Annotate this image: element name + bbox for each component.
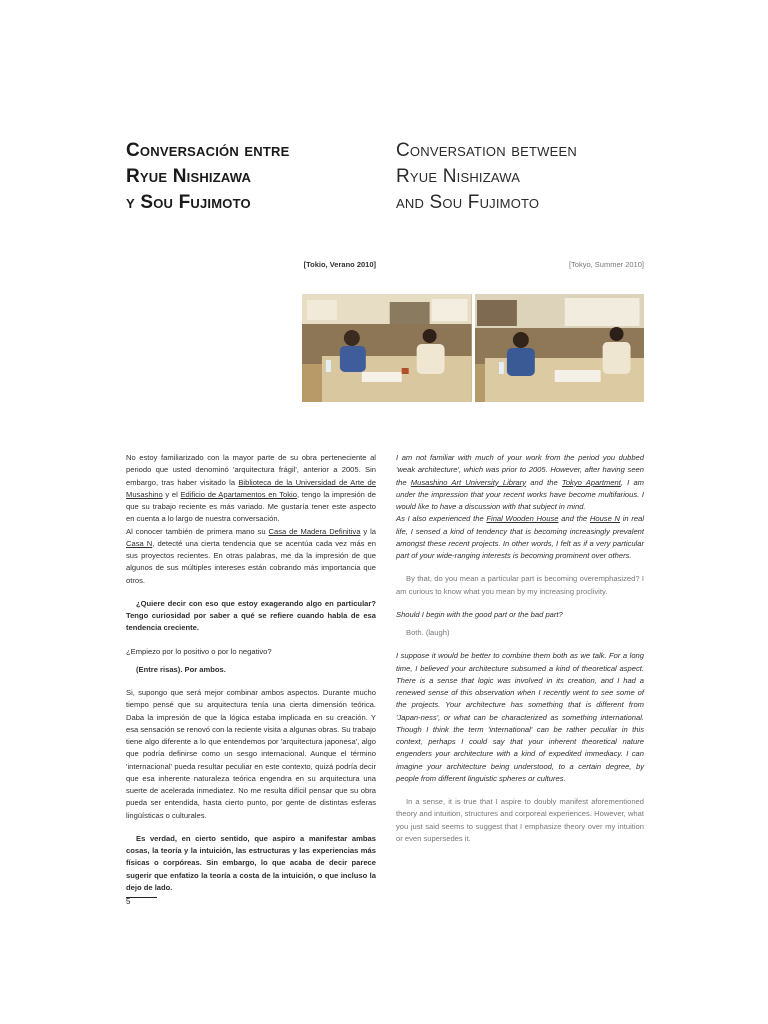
question-paragraph: ¿Empiezo por lo positivo o por lo negativo? — [126, 646, 272, 656]
text: y el — [162, 489, 181, 499]
paragraph — [396, 452, 644, 513]
project-reference: Tokyo Apartment — [561, 477, 621, 487]
title-line: Ryue Nishizawa — [396, 166, 521, 187]
place-date-spanish: [Tokio, Verano 2010] — [303, 260, 376, 269]
title-spanish — [126, 138, 386, 216]
text: , I am under the impression that your recent works have become multifarious. I would like to have a discussion with that subject in mind. — [396, 477, 644, 511]
project-reference: Final Wooden House — [486, 514, 559, 524]
text: , tengo la impresión de que su trabajo reciente es más variado. Me gustaría tener este aspecto en cuenta a lo largo de nuestra conversación. — [126, 489, 377, 524]
paragraph — [126, 452, 376, 526]
title-english — [396, 138, 656, 216]
text: and the — [558, 514, 590, 524]
project-reference: Edificio de Apartamentos en Tokio — [180, 489, 297, 499]
paragraph — [396, 513, 644, 562]
text: As I also experienced the — [396, 514, 487, 524]
title-line: Ryue Nishizawa — [126, 166, 252, 187]
response-paragraph: (Entre risas). Por ambos. — [136, 664, 226, 674]
text: I am not familiar with much of your work from the period you dubbed 'weak architecture', which was prior to 2005. However, after having seen the — [396, 453, 644, 487]
text-column-spanish — [126, 452, 376, 894]
text: Al conocer también de primera mano su — [126, 526, 269, 536]
response-paragraph: Both. (laugh) — [406, 628, 450, 637]
paragraph — [126, 526, 376, 587]
text: No estoy familiarizado con la mayor parte de su obra perteneciente al periodo que usted denominó 'arquitectura frágil', anterior a 2005. Sin embargo, tras haber visitado la — [126, 453, 376, 487]
text: in real life, I sensed a kind of tendency that is becoming increasingly prevalent amongst these recent projects. In other words, I felt as if a very particular part of your wide-ranging interests is becoming prominent over others. — [396, 514, 645, 560]
project-reference: Musashino Art University Library — [410, 477, 527, 487]
question-paragraph: Should I begin with the good part or the bad part? — [396, 609, 563, 619]
response-paragraph: In a sense, it is true that I aspire to doubly manifest aforementioned theory and intuition, structures and corporeal experiences. However, what you just said seems to suggest that I emphasize theory over my intuition or even supersedes it. — [396, 797, 644, 843]
text-column-english — [396, 452, 644, 845]
paragraph: Si, supongo que será mejor combinar ambos aspectos. Durante mucho tiempo pensé que su arquitectura tenía una cierta dimensión teórica. Daba la impresión de que la lógica estaba implicada en su creación. Y esa sensación se renovó con la reciente visita a algunas obras. Su trabajo tiene algo diferente a lo que entendemos por 'arquitectura japonesa', algo que podría definirse como un sesgo internacional. Aunque el término 'internacional' pueda resultar peculiar en este contexto, quizá podría decir que esa inherente naturaleza teórica engendra en su arquitectura una suerte de acelerada inmediatez. No me resulta difícil pensar que su obra pueda ser entendida, hasta cierto punto, por gente de distintas esferas lingüísticas o culturales. — [126, 688, 376, 820]
photo-strip — [302, 294, 644, 402]
text: , detecté una cierta tendencia que se acentúa cada vez más en sus proyectos recientes. En otras palabras, me da la impresión de que algunos de sus múltiples intereses están cobrando más importancia que otros. — [126, 538, 376, 585]
project-reference: Casa N — [126, 538, 153, 548]
title-line: y Sou Fujimoto — [126, 192, 251, 213]
page-number: 5 — [126, 897, 131, 906]
text: and the — [526, 477, 562, 487]
text: y la — [360, 526, 376, 536]
conversation-photo-right — [475, 294, 645, 402]
conversation-photo-left — [302, 294, 472, 402]
title-line: and Sou Fujimoto — [396, 192, 540, 213]
title-line: Conversación entre — [126, 140, 290, 161]
project-reference: House N — [589, 514, 621, 524]
response-paragraph: By that, do you mean a particular part is becoming overemphasized? I am curious to know what you mean by my increasing proclivity. — [396, 574, 644, 596]
project-reference: Casa de Madera Definitiva — [268, 526, 361, 536]
response-paragraph: ¿Quiere decir con eso que estoy exagerando algo en particular? Tengo curiosidad por saber a qué se refiere cuando habla de esa tendencia creciente. — [126, 598, 376, 633]
project-reference: Biblioteca de la Universidad de Arte de Musashino — [126, 477, 376, 499]
footer-rule — [126, 897, 157, 898]
place-date-english: [Tokyo, Summer 2010] — [568, 260, 644, 269]
paragraph: I suppose it would be better to combine them both as we talk. For a long time, I believed your architecture subsumed a kind of theoretical aspect. There is a sense that logic was involved in its creation, and I had a renewed sense of this observation when I recently went to see some of the projects. Your architecture has something that is different from 'Japan-ness', or what can be characterized as something international. Though I think the term 'international' can be rather peculiar in this context, perhaps I could say that your inherent theoretical nature engenders your architecture with a kind of expedited immediacy. I can imagine your architecture being understood, to a certain degree, by people from different linguistic spheres or cultures. — [396, 651, 644, 783]
response-paragraph: Es verdad, en cierto sentido, que aspiro a manifestar ambas cosas, la teoría y la intuición, las estructuras y las experiencias más físicas o corpóreas. Sin embargo, lo que acaba de decir parece sugerir que enfatizo la teoría a costa de la intuición, o que incluso la dejo de lado. — [126, 833, 376, 892]
title-line: Conversation between — [396, 140, 577, 161]
